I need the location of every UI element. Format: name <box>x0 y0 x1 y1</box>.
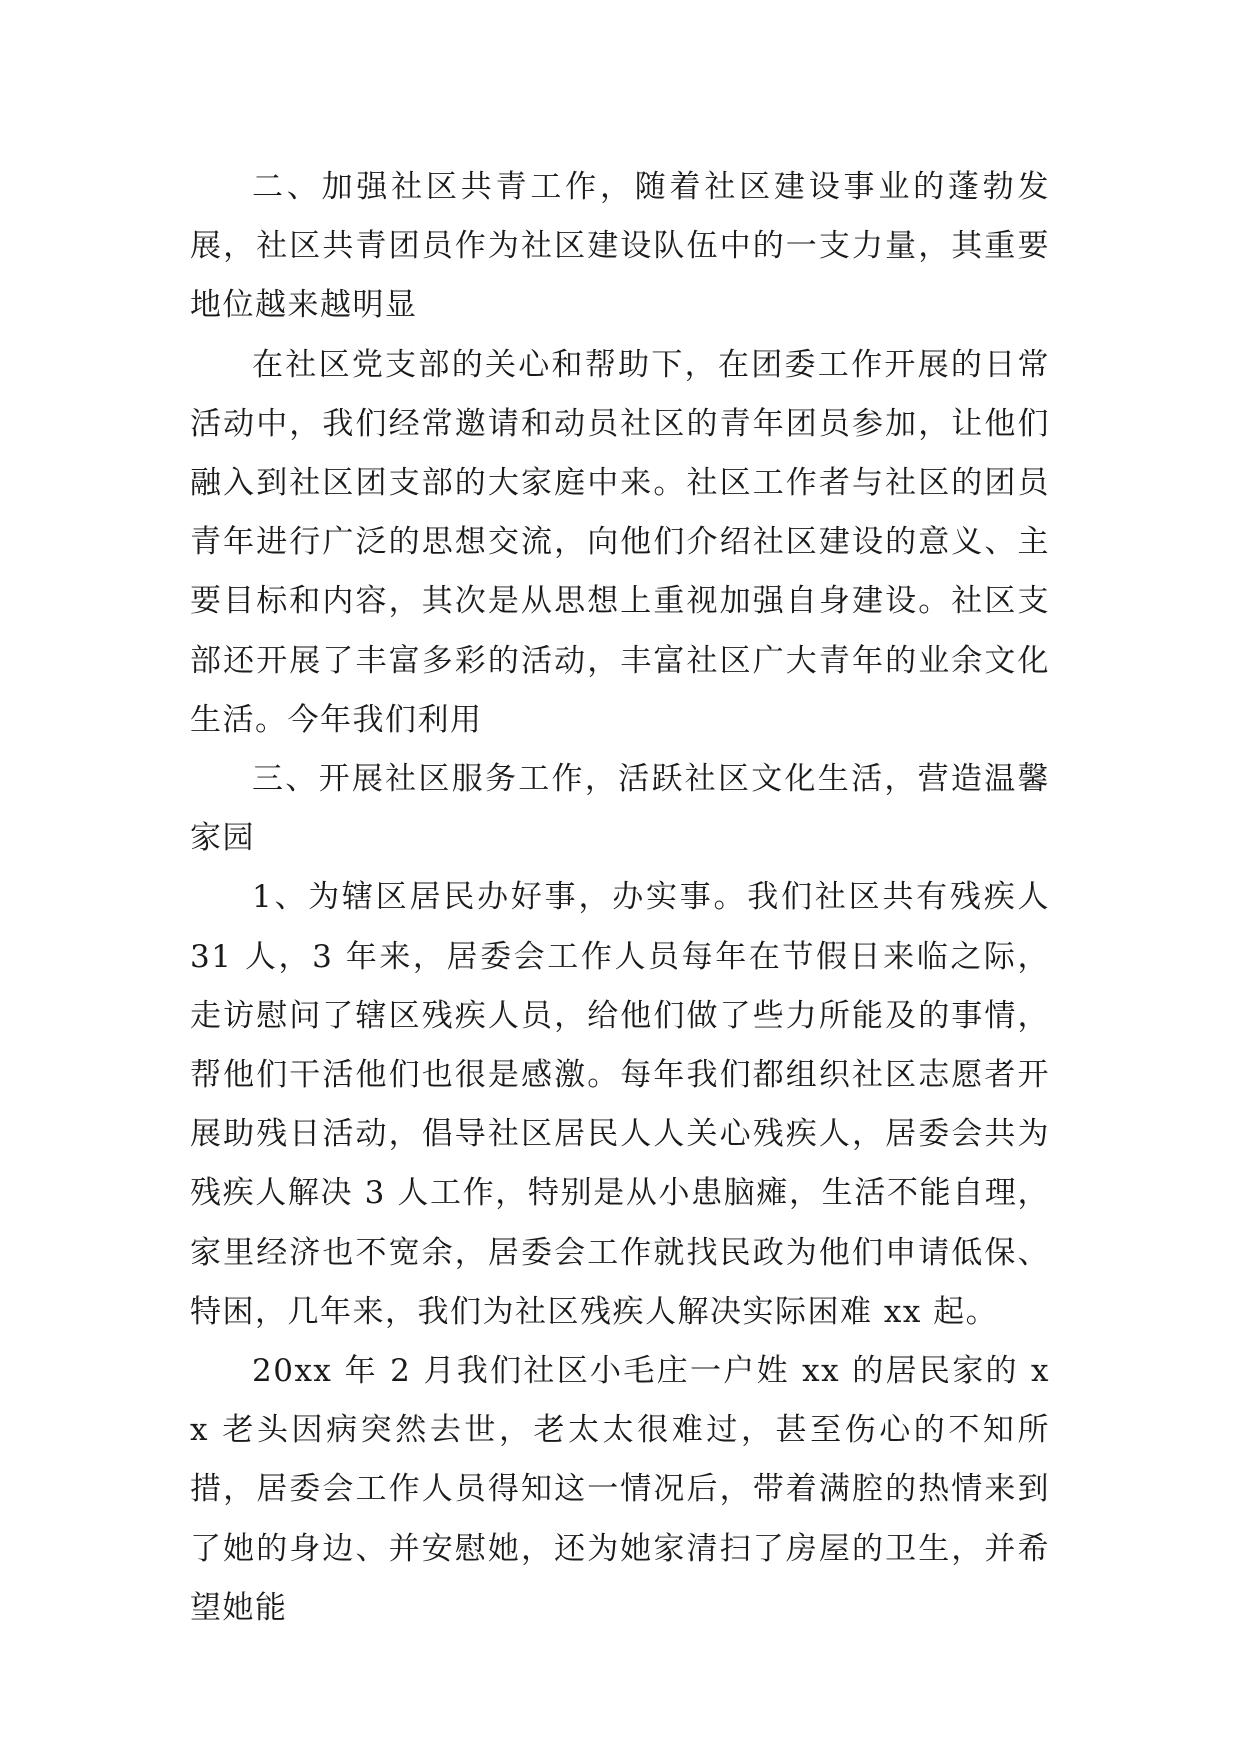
paragraph-elderly-resident-story: 20xx 年 2 月我们社区小毛庄一户姓 xx 的居民家的 xx 老头因病突然去世，老太太很难过，甚至伤心的不知所措，居委会工作人员得知这一情况后，带着满腔的热情来到了她的身边、并安慰她，还为她家清扫了房屋的卫生，并希望她能 <box>190 1353 1050 1626</box>
paragraph-disabled-residents: 1、为辖区居民办好事，办实事。我们社区共有残疾人 31 人，3 年来，居委会工作人员每年在节假日来临之际，走访慰问了辖区残疾人员，给他们做了些力所能及的事情，帮他们干活他们也很是感激。每年我们都组织社区志愿者开展助残日活动，倡导社区居民人人关心残疾人，居委会共为残疾人解决 3 人工作，特别是从小患脑瘫，生活不能自理，家里经济也不宽余，居委会工作就找民政为他们申请低保、特困，几年来，我们为社区残疾人解决实际困难 xx 起。 <box>190 879 1050 1330</box>
paragraph-youth-work-heading: 二、加强社区共青工作，随着社区建设事业的蓬勃发展，社区共青团员作为社区建设队伍中的一支力量，其重要地位越来越明显 <box>190 169 1050 324</box>
paragraph-party-branch: 在社区党支部的关心和帮助下，在团委工作开展的日常活动中，我们经常邀请和动员社区的青年团员参加，让他们融入到社区团支部的大家庭中来。社区工作者与社区的团员青年进行广泛的思想交流，向他们介绍社区建设的意义、主要目标和内容，其次是从思想上重视加强自身建设。社区支部还开展了丰富多彩的活动，丰富社区广大青年的业余文化生活。今年我们利用 <box>190 346 1050 738</box>
paragraph-community-service-heading: 三、开展社区服务工作，活跃社区文化生活，营造温馨家园 <box>190 761 1050 857</box>
document-body <box>190 158 1050 1638</box>
